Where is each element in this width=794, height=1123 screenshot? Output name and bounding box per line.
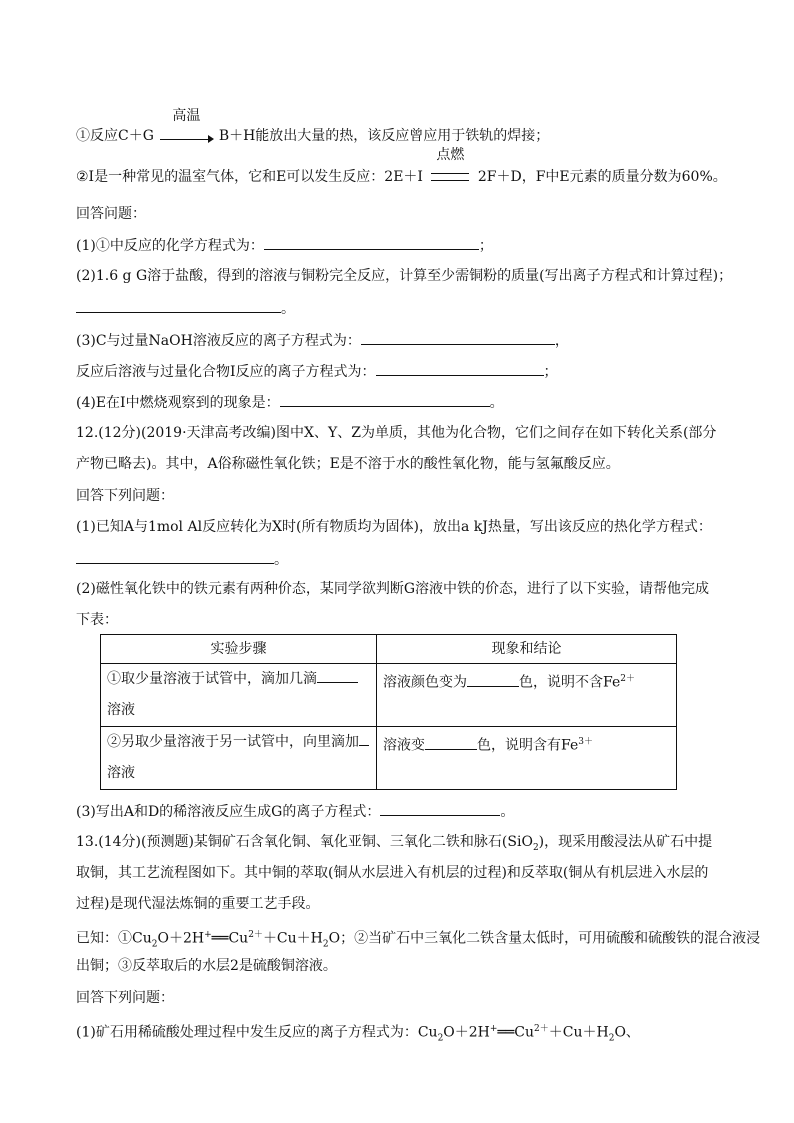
text: ＋Cu＋H bbox=[548, 1024, 609, 1041]
step-cell bbox=[101, 664, 377, 727]
superscript: 2＋ bbox=[534, 1024, 549, 1034]
reaction-1-line bbox=[76, 108, 550, 146]
table-row bbox=[101, 664, 677, 727]
answer-blank[interactable] bbox=[467, 672, 519, 687]
table-header-row bbox=[101, 635, 677, 664]
text: ②I是一种常见的温室气体，它和E可以发生反应：2E＋I bbox=[76, 169, 423, 185]
arrow-condition: 高温 bbox=[172, 108, 201, 124]
arrow-icon bbox=[160, 131, 212, 140]
reaction-2-line bbox=[76, 147, 727, 187]
subscript: 2 bbox=[608, 1033, 615, 1044]
text: ══Cu bbox=[211, 930, 249, 947]
problem-13-heading: 回答下列问题： bbox=[76, 990, 174, 1006]
text: O＋2H bbox=[443, 1024, 490, 1041]
subscript: 2 bbox=[532, 842, 539, 853]
answer-blank[interactable] bbox=[376, 361, 544, 376]
result-cell bbox=[377, 727, 677, 790]
charge-sup: 2＋ bbox=[620, 674, 635, 684]
answer-blank[interactable] bbox=[317, 668, 358, 683]
experiment-table bbox=[100, 634, 677, 790]
question-1 bbox=[76, 235, 493, 256]
subscript: 2 bbox=[322, 939, 329, 950]
answer-blank[interactable] bbox=[76, 298, 281, 313]
step-cell bbox=[101, 727, 377, 790]
problem-12-line-1: 12.(12分)(2019·天津高考改编)图中X、Y、Z为单质，其他为化合物，它们之间存在如下转化关系(部分 bbox=[76, 425, 717, 441]
question-2: (2)1.6 g G溶于盐酸，得到的溶液与铜粉完全反应，计算至少需铜粉的质量(写出离子方程式和计算过程)； bbox=[76, 268, 733, 284]
text: ②另取少量溶液于另一试管中，向里滴加 bbox=[107, 734, 359, 750]
problem-13-q1 bbox=[76, 1019, 640, 1048]
double-line-icon bbox=[431, 173, 469, 181]
question-3b bbox=[76, 361, 558, 382]
text: O＋2H bbox=[157, 930, 205, 947]
text: (3)写出A和D的稀溶液反应生成G的离子方程式： bbox=[76, 804, 381, 820]
problem-12-q1: (1)已知A与1mol Al反应转化为X时(所有物质均为固体)，放出a kJ热量，写出该反应的热化学方程式： bbox=[76, 519, 712, 535]
text: (1)矿石用稀硫酸处理过程中发生反应的离子方程式为：Cu bbox=[76, 1024, 438, 1041]
header-result: 现象和结论 bbox=[377, 635, 677, 664]
text: ══Cu bbox=[497, 1024, 535, 1041]
problem-12-line-2: 产物已略去)。其中，A俗称磁性氧化铁；E是不溶于水的酸性氧化物，能与氢氟酸反应。 bbox=[76, 456, 620, 472]
text: O、 bbox=[614, 1024, 640, 1041]
reaction-arrow bbox=[160, 108, 212, 146]
problem-12-q2: (2)磁性氧化铁中的铁元素有两种价态，某同学欲判断G溶液中铁的价态，进行了以下实验，请帮他完成 bbox=[76, 581, 710, 597]
text: ； bbox=[478, 238, 493, 254]
text: 。 bbox=[281, 301, 295, 317]
text: 2F＋D，F中E元素的质量分数为60%。 bbox=[477, 169, 727, 185]
text: 溶液 bbox=[107, 702, 135, 718]
problem-13-line-3: 过程)是现代湿法炼铜的重要工艺手段。 bbox=[76, 896, 320, 912]
text: 13.(14分)(预测题)某铜矿石含氧化铜、氧化亚铜、三氧化二铁和脉石(SiO bbox=[76, 834, 533, 850]
text: 。 bbox=[500, 804, 515, 820]
text: (1)①中反应的化学方程式为： bbox=[76, 238, 264, 254]
problem-13-line-1 bbox=[76, 832, 712, 858]
subscript: 2 bbox=[151, 939, 158, 950]
question-4 bbox=[76, 392, 504, 413]
text: ①取少量溶液于试管中，滴加几滴 bbox=[107, 671, 317, 687]
reaction-equals bbox=[431, 147, 469, 187]
answer-blank[interactable] bbox=[359, 731, 369, 746]
text: ①反应C＋G bbox=[76, 128, 154, 144]
text: O；②当矿石中三氧化二铁含量太低时，可用硫酸和硫酸铁的混合液浸 bbox=[328, 930, 761, 947]
eq-condition: 点燃 bbox=[436, 147, 465, 163]
text: 。 bbox=[274, 552, 288, 568]
text: 色，说明不含Fe bbox=[519, 674, 621, 691]
text: 溶液变 bbox=[383, 737, 425, 754]
answer-blank[interactable] bbox=[264, 235, 479, 250]
problem-13-known-1 bbox=[76, 925, 760, 954]
header-step: 实验步骤 bbox=[101, 635, 377, 664]
text: (3)C与过量NaOH溶液反应的离子方程式为： bbox=[76, 333, 361, 349]
problem-12-q3 bbox=[76, 801, 514, 822]
text: ， bbox=[554, 333, 569, 349]
problem-12-q1-answer bbox=[76, 549, 288, 570]
text: 已知：①Cu bbox=[76, 930, 152, 947]
question-3 bbox=[76, 330, 569, 351]
text: ； bbox=[543, 364, 558, 380]
result-cell bbox=[377, 664, 677, 727]
answer-heading: 回答问题： bbox=[76, 206, 146, 222]
answer-blank[interactable] bbox=[380, 801, 500, 816]
charge-sup: 3＋ bbox=[578, 737, 593, 747]
answer-blank[interactable] bbox=[361, 330, 555, 345]
superscript: 2＋ bbox=[248, 930, 263, 940]
subscript: 2 bbox=[437, 1033, 444, 1044]
text: B＋H能放出大量的热，该反应曾应用于铁轨的焊接； bbox=[218, 128, 550, 144]
text: (4)E在I中燃烧观察到的现象是： bbox=[76, 395, 280, 411]
text: 溶液颜色变为 bbox=[383, 674, 467, 691]
problem-12-heading: 回答下列问题： bbox=[76, 488, 174, 504]
superscript: + bbox=[204, 930, 212, 940]
problem-12-q2-cont: 下表： bbox=[76, 612, 118, 628]
text: )，现采用酸浸法从矿石中提 bbox=[538, 834, 713, 850]
table-row bbox=[101, 727, 677, 790]
text: 溶液 bbox=[107, 765, 135, 781]
text: 。 bbox=[489, 395, 504, 411]
text: 色，说明含有Fe bbox=[477, 737, 579, 754]
answer-blank[interactable] bbox=[280, 392, 490, 407]
text: ＋Cu＋H bbox=[262, 930, 323, 947]
answer-blank[interactable] bbox=[425, 735, 477, 750]
text: 反应后溶液与过量化合物I反应的离子方程式为： bbox=[76, 364, 376, 380]
problem-13-known-2: 出铜；③反萃取后的水层2是硫酸铜溶液。 bbox=[76, 958, 337, 974]
answer-blank[interactable] bbox=[76, 549, 274, 564]
problem-13-line-2: 取铜，其工艺流程图如下。其中铜的萃取(铜从水层进入有机层的过程)和反萃取(铜从有机层进入水层的 bbox=[76, 865, 709, 881]
question-2-answer bbox=[76, 298, 295, 319]
superscript: + bbox=[489, 1024, 498, 1034]
